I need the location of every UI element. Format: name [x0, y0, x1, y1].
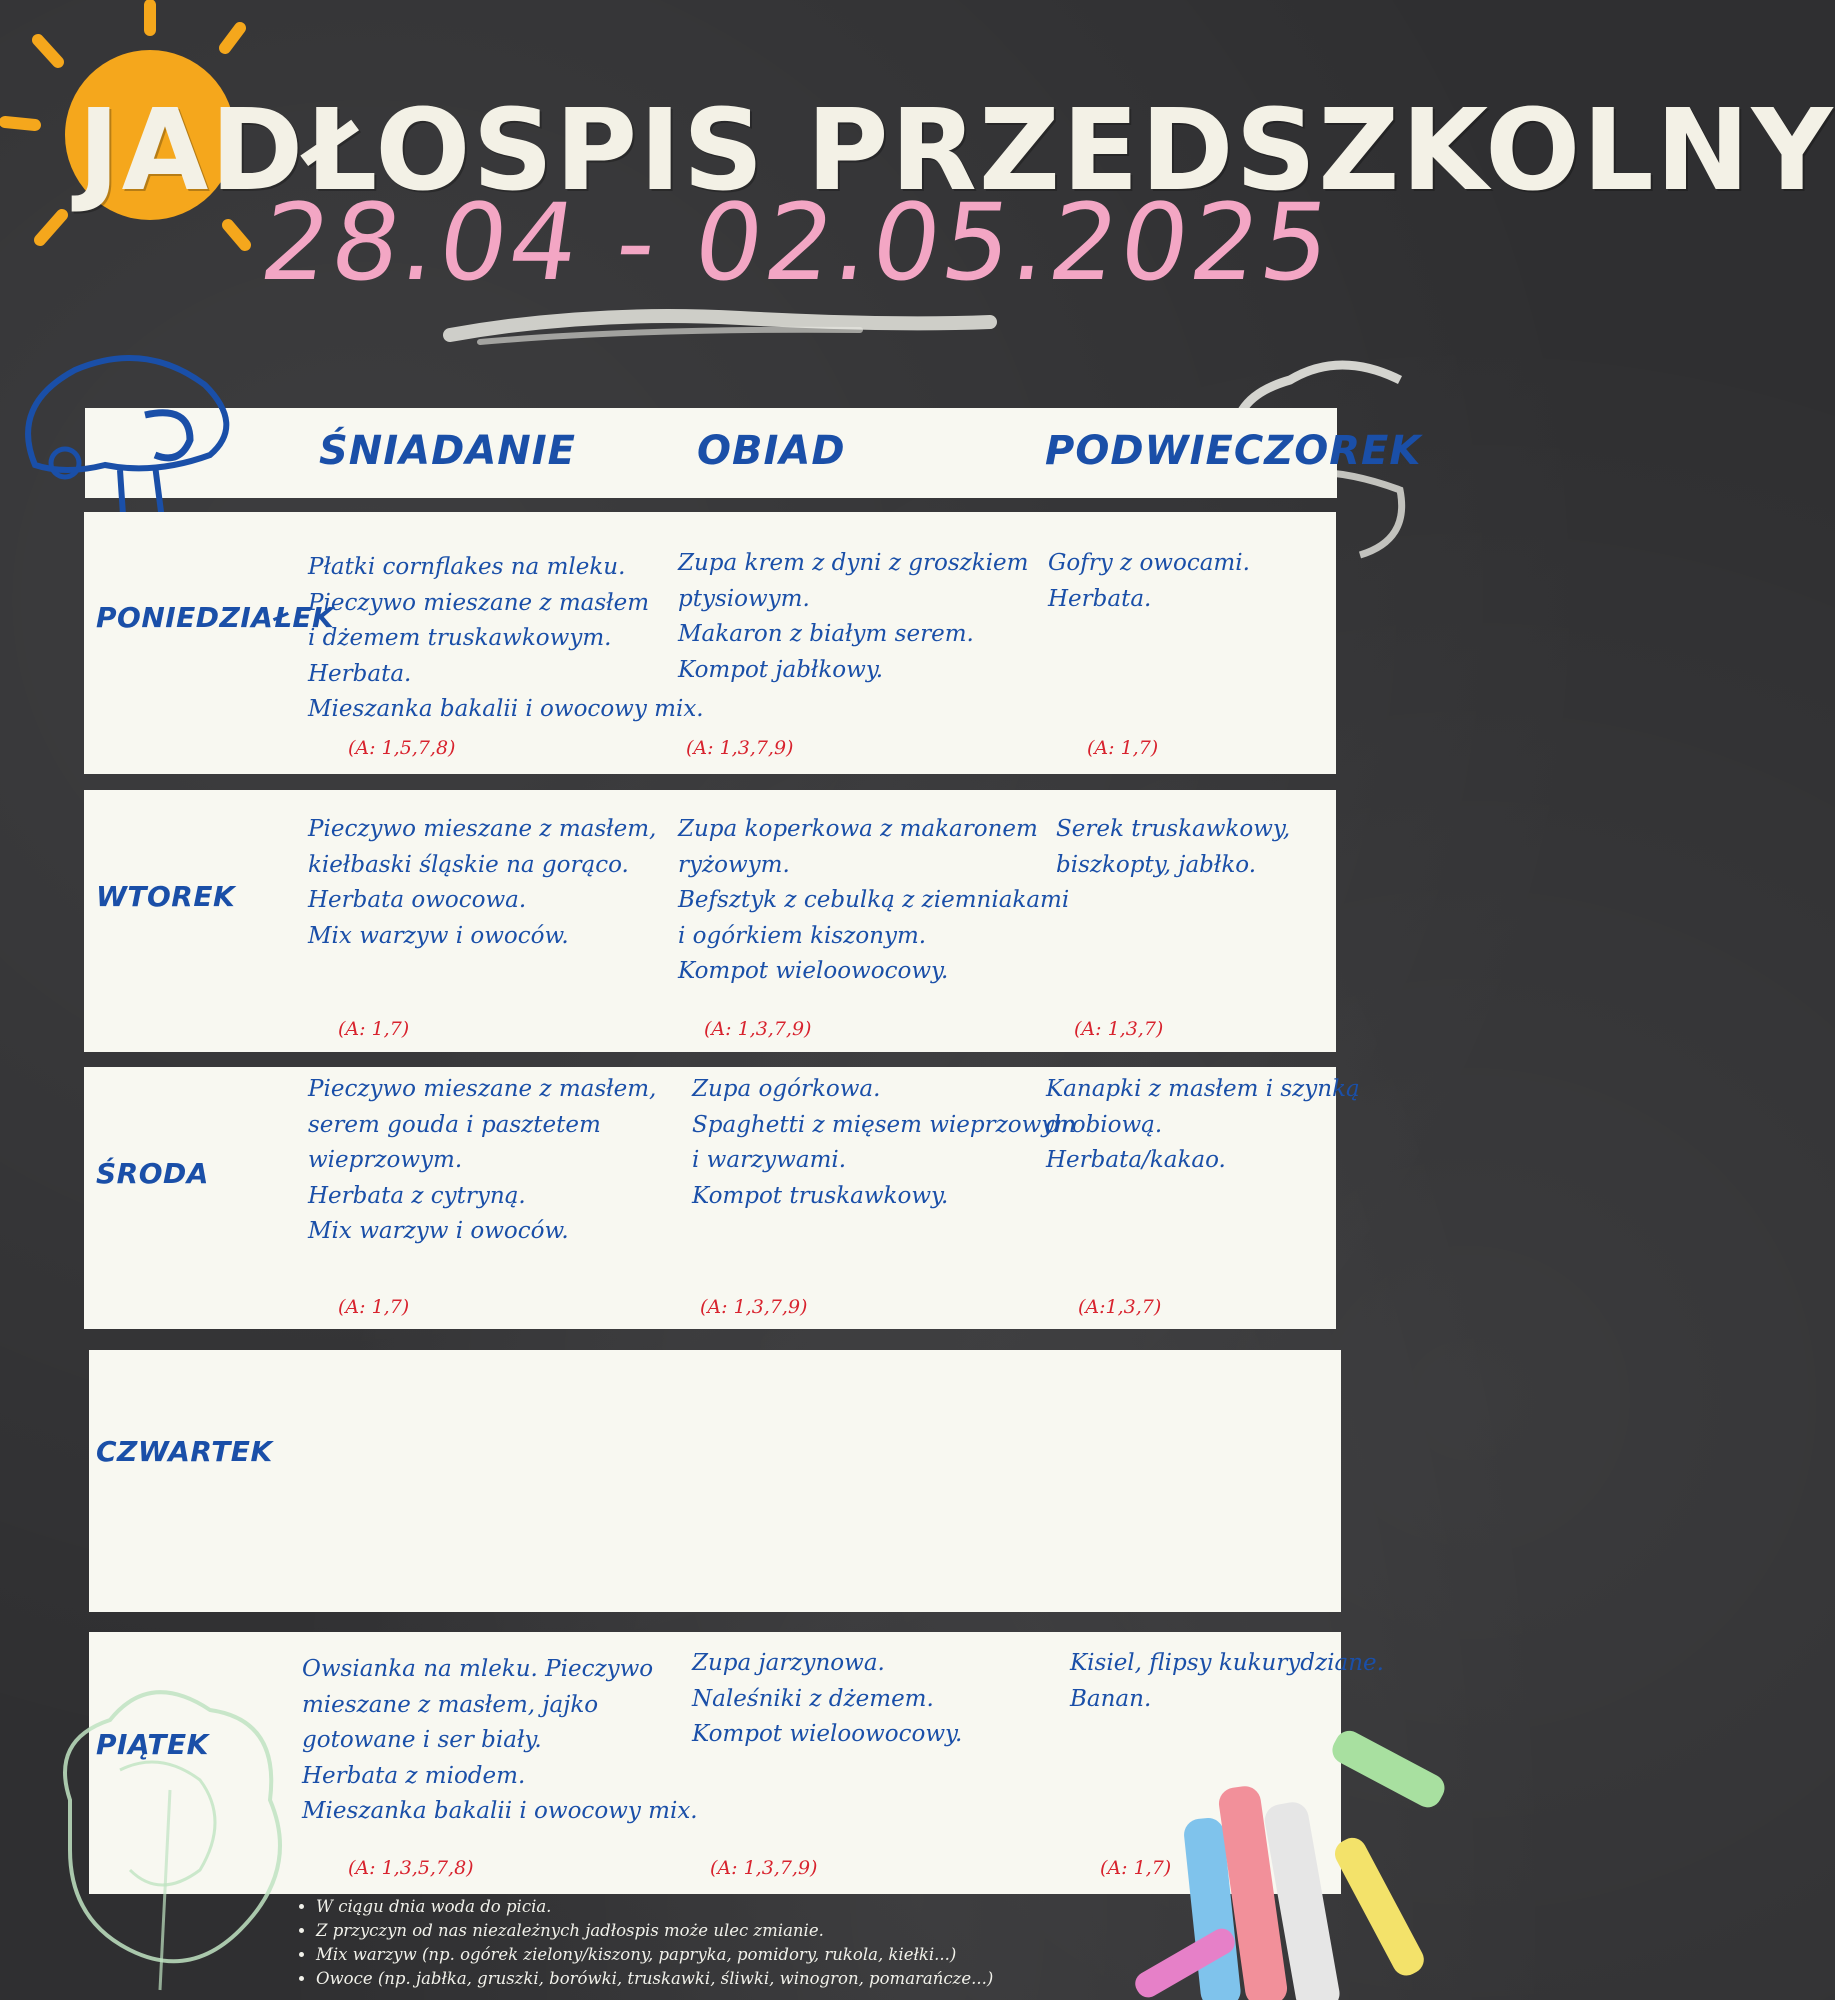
day-label-tuesday: WTOREK	[96, 880, 236, 913]
meal-line: kiełbaski śląskie na gorąco.	[308, 851, 629, 878]
meal-line: i dżemem truskawkowym.	[308, 625, 612, 651]
monday-lunch-allergens: (A: 1,3,7,9)	[686, 737, 794, 759]
meal-line: i warzywami.	[692, 1147, 847, 1173]
monday-breakfast-allergens: (A: 1,5,7,8)	[348, 737, 456, 759]
notes-list	[292, 1895, 993, 1991]
wednesday-lunch	[692, 1072, 1076, 1214]
wednesday-breakfast-allergens: (A: 1,7)	[338, 1296, 410, 1318]
monday-snack	[1048, 546, 1250, 617]
meal-line: Herbata.	[308, 660, 412, 687]
note-item: • Z przyczyn od nas niezależnych jadłospis może ulec zmianie.	[316, 1919, 993, 1943]
tuesday-breakfast-allergens: (A: 1,7)	[338, 1018, 410, 1040]
day-panel-thursday	[89, 1350, 1341, 1612]
meal-line: Makaron z białym serem.	[678, 621, 974, 647]
friday-snack-allergens: (A: 1,7)	[1100, 1857, 1172, 1879]
column-header-bar	[85, 408, 1422, 498]
meal-line: Banan.	[1070, 1685, 1152, 1712]
meal-line: Kompot wieloowocowy.	[692, 1721, 963, 1747]
chalk-sticks-icon	[1140, 1720, 1414, 2000]
meal-line: Naleśniki z dżemem.	[692, 1685, 934, 1712]
meal-line: i ogórkiem kiszonym.	[678, 922, 927, 949]
meal-line: Pieczywo mieszane z masłem	[308, 589, 650, 616]
note-item: • W ciągu dnia woda do picia.	[316, 1895, 993, 1919]
meal-line: Herbata z cytryną.	[308, 1182, 526, 1209]
meal-line: Kanapki z masłem i szynką	[1046, 1076, 1360, 1102]
meal-line: Serek truskawkowy,	[1056, 816, 1291, 842]
note-item: • Mix warzyw (np. ogórek zielony/kiszony, papryka, pomidory, rukola, kiełki...)	[316, 1943, 993, 1967]
tuesday-lunch	[678, 812, 1069, 990]
meal-line: drobiową.	[1046, 1111, 1163, 1138]
meal-line: Pieczywo mieszane z masłem,	[308, 816, 657, 842]
day-label-monday: PONIEDZIAŁEK	[96, 601, 335, 634]
meal-line: Owsianka na mleku. Pieczywo	[302, 1656, 654, 1682]
tuesday-lunch-allergens: (A: 1,3,7,9)	[704, 1018, 812, 1040]
wednesday-snack	[1046, 1072, 1360, 1179]
day-label-friday: PIĄTEK	[96, 1728, 209, 1761]
meal-line: Herbata z miodem.	[302, 1762, 526, 1789]
date-range: 28.04 - 02.05.2025	[253, 181, 1341, 304]
page-title: JADŁOSPIS PRZEDSZKOLNY	[78, 86, 1835, 216]
meal-line: Zupa ogórkowa.	[692, 1076, 881, 1102]
chalk-stroke-decoration	[440, 300, 1000, 350]
meal-line: Mieszanka bakalii i owocowy mix.	[302, 1798, 698, 1824]
meal-line: wieprzowym.	[308, 1147, 463, 1173]
meal-line: Płatki cornflakes na mleku.	[308, 554, 626, 580]
wednesday-lunch-allergens: (A: 1,3,7,9)	[700, 1296, 808, 1318]
friday-breakfast	[302, 1652, 698, 1830]
meal-line: Mix warzyw i owoców.	[308, 922, 569, 949]
column-header-lunch: OBIAD	[697, 428, 846, 474]
meal-line: serem gouda i pasztetem	[308, 1111, 601, 1138]
meal-line: Kompot wieloowocowy.	[678, 958, 949, 984]
meal-line: gotowane i ser biały.	[302, 1727, 542, 1753]
meal-line: Herbata/kakao.	[1046, 1147, 1226, 1173]
meal-line: Herbata.	[1048, 585, 1152, 612]
meal-line: Zupa koperkowa z makaronem	[678, 816, 1038, 842]
column-header-breakfast: ŚNIADANIE	[319, 428, 576, 474]
meal-line: biszkopty, jabłko.	[1056, 851, 1257, 878]
meal-line: Pieczywo mieszane z masłem,	[308, 1076, 657, 1102]
meal-line: ptysiowym.	[678, 585, 810, 612]
meal-line: Spaghetti z mięsem wieprzowym	[692, 1111, 1077, 1138]
wednesday-breakfast	[308, 1072, 656, 1250]
monday-snack-allergens: (A: 1,7)	[1087, 737, 1159, 759]
tuesday-breakfast	[308, 812, 656, 954]
meal-line: Mieszanka bakalii i owocowy mix.	[308, 696, 704, 722]
meal-line: Kompot jabłkowy.	[678, 656, 884, 683]
meal-line: mieszane z masłem, jajko	[302, 1691, 599, 1718]
friday-lunch	[692, 1646, 962, 1753]
meal-line: Herbata owocowa.	[308, 887, 527, 913]
note-item: • Owoce (np. jabłka, gruszki, borówki, truskawki, śliwki, winogron, pomarańcze...)	[316, 1967, 993, 1991]
meal-line: ryżowym.	[678, 851, 790, 878]
friday-breakfast-allergens: (A: 1,3,5,7,8)	[348, 1857, 474, 1879]
column-header-snack: PODWIECZOREK	[1045, 428, 1422, 474]
day-label-thursday: CZWARTEK	[96, 1435, 273, 1468]
monday-breakfast	[308, 550, 704, 728]
friday-lunch-allergens: (A: 1,3,7,9)	[710, 1857, 818, 1879]
monday-lunch	[678, 546, 1028, 688]
meal-line: Mix warzyw i owoców.	[308, 1218, 569, 1244]
lettuce-icon	[40, 1650, 300, 2000]
meal-line: Zupa krem z dyni z groszkiem	[678, 550, 1029, 576]
day-label-wednesday: ŚRODA	[96, 1157, 209, 1190]
tuesday-snack	[1056, 812, 1290, 883]
friday-snack	[1070, 1646, 1384, 1717]
meal-line: Befsztyk z cebulką z ziemniakami	[678, 887, 1070, 913]
meal-line: Zupa jarzynowa.	[692, 1650, 885, 1676]
wednesday-snack-allergens: (A:1,3,7)	[1078, 1296, 1162, 1318]
meal-line: Kompot truskawkowy.	[692, 1182, 949, 1209]
meal-line: Gofry z owocami.	[1048, 550, 1250, 576]
tuesday-snack-allergens: (A: 1,3,7)	[1074, 1018, 1164, 1040]
meal-line: Kisiel, flipsy kukurydziane.	[1070, 1650, 1384, 1676]
